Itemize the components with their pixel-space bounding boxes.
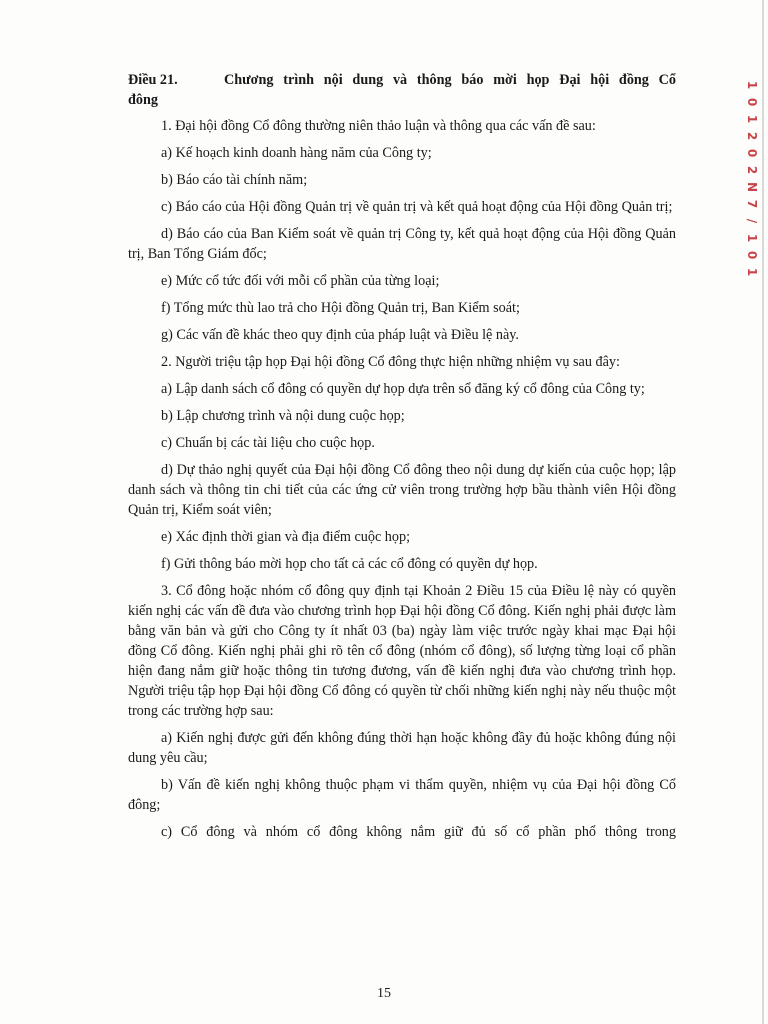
stamp-char: / xyxy=(745,218,759,224)
article-title: Chương trình nội dung và thông báo mời họp Đại hội đồng Cổ xyxy=(224,72,676,88)
paragraph-2f: f) Gửi thông báo mời họp cho tất cả các cổ đông có quyền dự họp. xyxy=(161,556,538,572)
paragraph-1: 1. Đại hội đồng Cổ đông thường niên thảo luận và thông qua các vấn đề sau: xyxy=(161,118,596,134)
paragraph-1g: g) Các vấn đề khác theo quy định của pháp luật và Điều lệ này. xyxy=(161,327,519,343)
paragraph-1c: c) Báo cáo của Hội đồng Quản trị về quản trị và kết quả hoạt động của Hội đồng Quản trị; xyxy=(161,199,673,215)
paragraph-1d: d) Báo cáo của Ban Kiểm soát về quản trị Công ty, kết quả hoạt động của Hội đồng Quản trị, Ban Tổng Giám đốc; xyxy=(128,226,676,262)
stamp-char: 2 xyxy=(745,165,759,175)
stamp-char: 0 xyxy=(745,250,759,260)
stamp-char: 1 xyxy=(745,267,759,277)
stamp-char: 2 xyxy=(745,131,759,141)
paragraph-1f: f) Tổng mức thù lao trả cho Hội đồng Quản trị, Ban Kiểm soát; xyxy=(161,300,520,316)
stamp-char: 1 xyxy=(745,114,759,124)
page-number: 15 xyxy=(377,986,391,1001)
margin-stamp xyxy=(740,78,764,298)
paragraph-1a: a) Kế hoạch kinh doanh hàng năm của Công ty; xyxy=(161,145,432,161)
stamp-char: 7 xyxy=(745,199,759,209)
stamp-char: 0 xyxy=(745,148,759,158)
paragraph-3b: b) Vấn đề kiến nghị không thuộc phạm vi thẩm quyền, nhiệm vụ của Đại hội đồng Cổ đông; xyxy=(128,777,676,813)
paragraph-2a: a) Lập danh sách cổ đông có quyền dự họp dựa trên sổ đăng ký cổ đông của Công ty; xyxy=(161,381,645,397)
article-title-continuation: đông xyxy=(128,92,158,108)
paragraph-3a: a) Kiến nghị được gửi đến không đúng thời hạn hoặc không đầy đủ hoặc không đúng nội dung yêu cầu; xyxy=(128,730,676,766)
paragraph-2: 2. Người triệu tập họp Đại hội đồng Cổ đông thực hiện những nhiệm vụ sau đây: xyxy=(161,354,620,370)
paragraph-2e: e) Xác định thời gian và địa điểm cuộc họp; xyxy=(161,529,411,545)
paragraph-2d: d) Dự thảo nghị quyết của Đại hội đồng Cổ đông theo nội dung dự kiến của cuộc họp; lập danh sách và thông tin chi tiết của các ứng cử viên trong trường hợp bầu thành viên Hội đồng Quản trị, Kiểm soát viên; xyxy=(128,462,676,518)
stamp-char: 1 xyxy=(745,233,759,243)
paragraph-2b: b) Lập chương trình và nội dung cuộc họp; xyxy=(161,408,405,424)
stamp-char: 0 xyxy=(745,97,759,107)
stamp-char: 1 xyxy=(745,80,759,90)
paragraph-3c: c) Cổ đông và nhóm cổ đông không nắm giữ đủ số cổ phần phổ thông trong xyxy=(161,824,676,840)
stamp-char: N xyxy=(745,181,759,193)
paragraph-3: 3. Cổ đông hoặc nhóm cổ đông quy định tại Khoản 2 Điều 15 của Điều lệ này có quyền kiến nghị các vấn đề đưa vào chương trình họp Đại hội đồng Cổ đông. Kiến nghị phải được làm bằng văn bản và gửi cho Công ty ít nhất 03 (ba) ngày làm việc trước ngày khai mạc Đại hội đồng Cổ đông. Kiến nghị phải ghi rõ tên cổ đông (nhóm cổ đông), số lượng từng loại cổ phần hiện đang nắm giữ hoặc thông tin tương đương, vấn đề kiến nghị đưa vào chương trình họp. Người triệu tập họp Đại hội đồng Cổ đông có quyền từ chối những kiến nghị này nếu thuộc một trong các trường hợp sau: xyxy=(128,583,676,719)
article-content xyxy=(128,70,676,849)
article-heading xyxy=(128,70,676,90)
article-number: Điều 21. xyxy=(128,72,178,88)
paragraph-2c: c) Chuẩn bị các tài liệu cho cuộc họp. xyxy=(161,435,375,451)
paragraph-1e: e) Mức cổ tức đối với mỗi cổ phần của từng loại; xyxy=(161,273,440,289)
page-edge-line xyxy=(762,0,764,1024)
paragraph-1b: b) Báo cáo tài chính năm; xyxy=(161,172,308,188)
